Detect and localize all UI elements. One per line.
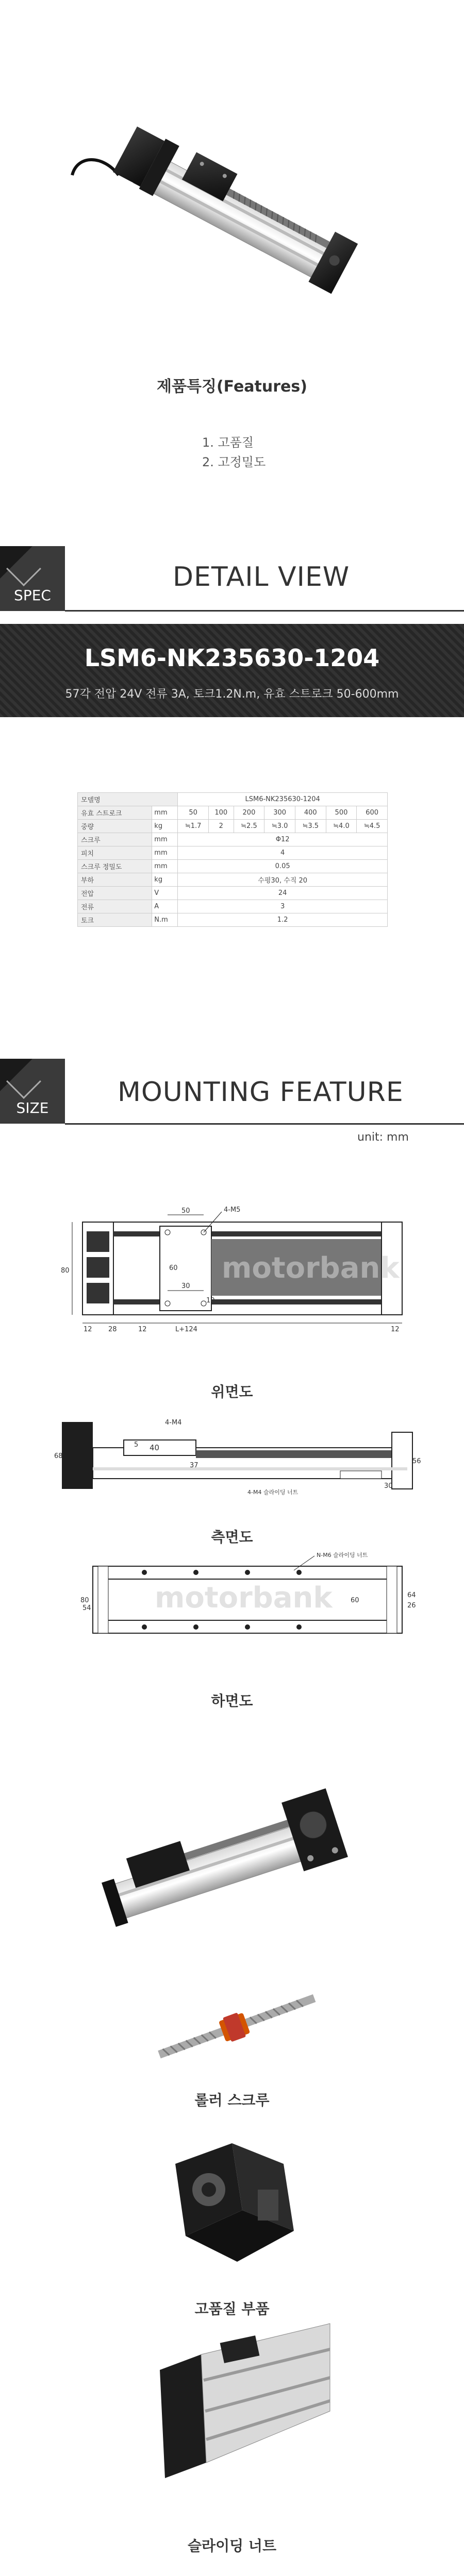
roller-screw-caption: 롤러 스크루 — [194, 2092, 270, 2109]
table-row — [78, 820, 388, 833]
cell: ≒4.0 — [326, 820, 357, 833]
model-name: LSM6-NK235630-1204 — [84, 644, 380, 672]
spec-badge-label: SPEC — [14, 587, 51, 604]
dim-total-length: L+124 — [175, 1326, 197, 1333]
cell: 4 — [178, 846, 388, 860]
cell: 100 — [208, 806, 234, 820]
dim-26: 26 — [407, 1602, 416, 1609]
row-label: 토크 — [78, 913, 152, 927]
dim-12-mid: 12 — [138, 1326, 147, 1333]
row-unit: mm — [152, 833, 178, 846]
table-header-label: 모델명 — [78, 793, 178, 806]
row-unit: mm — [152, 806, 178, 820]
table-row — [78, 806, 388, 820]
features-list — [202, 433, 266, 472]
actuator-photo — [98, 1772, 376, 1927]
row-unit: kg — [152, 873, 178, 887]
watermark: motorbank — [155, 1581, 333, 1615]
cell: 300 — [264, 806, 295, 820]
roller-screw-photo — [150, 1994, 325, 2061]
spec-table — [77, 792, 388, 927]
dim-80: 80 — [80, 1597, 89, 1604]
cell: 3 — [178, 900, 388, 913]
table-row — [78, 913, 388, 927]
cell: ≒1.7 — [178, 820, 209, 833]
cell: ≒4.5 — [357, 820, 388, 833]
row-label: 전압 — [78, 887, 152, 900]
cell: 1.2 — [178, 913, 388, 927]
row-label: 중량 — [78, 820, 152, 833]
table-row — [78, 833, 388, 846]
quality-parts-photo — [155, 2133, 309, 2277]
table-row — [78, 873, 388, 887]
feature-item: 1. 고품질 — [202, 435, 254, 450]
dim-60: 60 — [169, 1264, 178, 1272]
sliding-nut-caption: 슬라이딩 너트 — [187, 2537, 277, 2554]
row-label: 부하 — [78, 873, 152, 887]
bottom-view-caption: 하면도 — [211, 1692, 253, 1709]
table-row — [78, 793, 388, 806]
row-unit: N.m — [152, 913, 178, 927]
cell: 0.05 — [178, 860, 388, 873]
features-title: 제품특징(Features) — [157, 378, 307, 396]
cell: Φ12 — [178, 833, 388, 846]
hero-product-image — [0, 0, 464, 330]
dim-10: 10 — [206, 1297, 215, 1304]
top-view-caption: 위면도 — [211, 1383, 253, 1400]
dim-28: 28 — [108, 1326, 117, 1333]
row-unit: V — [152, 887, 178, 900]
dim-54: 54 — [82, 1604, 91, 1612]
dim-60: 60 — [351, 1597, 359, 1604]
cell: 2 — [208, 820, 234, 833]
table-row — [78, 860, 388, 873]
table-model: LSM6-NK235630-1204 — [178, 793, 388, 806]
mounting-feature-title: MOUNTING FEATURE — [118, 1077, 404, 1108]
quality-parts-caption: 고품질 부품 — [194, 2300, 270, 2317]
side-view-drawing — [52, 1412, 423, 1515]
row-label: 전류 — [78, 900, 152, 913]
row-label: 스크루 — [78, 833, 152, 846]
dim-5: 5 — [134, 1441, 139, 1449]
detail-view-title: DETAIL VIEW — [173, 562, 350, 592]
dim-68: 68 — [54, 1452, 63, 1460]
spec-badge — [0, 546, 65, 611]
dim-12-left: 12 — [84, 1326, 92, 1333]
bottom-view-drawing — [52, 1551, 423, 1654]
row-unit: mm — [152, 846, 178, 860]
dim-4-m4: 4-M4 — [165, 1419, 182, 1427]
table-row — [78, 900, 388, 913]
cell: 200 — [234, 806, 264, 820]
side-view-caption: 측면도 — [211, 1529, 253, 1546]
row-unit: mm — [152, 860, 178, 873]
cell: 50 — [178, 806, 209, 820]
cell: 400 — [295, 806, 326, 820]
cell: ≒2.5 — [234, 820, 264, 833]
sliding-nut-photo — [144, 2318, 340, 2504]
side-note: 4-M4 슬라이딩 너트 — [247, 1489, 299, 1496]
cell: 수평30, 수직 20 — [178, 873, 388, 887]
dim-40: 40 — [150, 1443, 160, 1452]
cell: ≒3.0 — [264, 820, 295, 833]
size-badge — [0, 1059, 65, 1124]
row-label: 유효 스트로크 — [78, 806, 152, 820]
dim-50: 50 — [181, 1207, 190, 1215]
section-divider — [65, 610, 464, 612]
dim-64: 64 — [407, 1591, 416, 1599]
cell: ≒3.5 — [295, 820, 326, 833]
bottom-note: N-M6 슬라이딩 너트 — [317, 1552, 368, 1558]
top-view-drawing — [52, 1200, 423, 1360]
feature-item: 2. 고정밀도 — [202, 455, 266, 469]
row-unit: A — [152, 900, 178, 913]
model-description: 57각 전압 24V 전류 3A, 토크1.2N.m, 유효 스트로크 50-600mm — [65, 688, 399, 701]
dim-80: 80 — [61, 1267, 70, 1275]
dim-56: 56 — [412, 1458, 421, 1465]
row-label: 피치 — [78, 846, 152, 860]
table-row — [78, 846, 388, 860]
size-badge-label: SIZE — [16, 1099, 49, 1116]
dim-12-right: 12 — [391, 1326, 400, 1333]
watermark: motorbank — [222, 1251, 400, 1285]
dim-37: 37 — [190, 1462, 198, 1469]
cell: 24 — [178, 887, 388, 900]
unit-label: unit: mm — [357, 1131, 409, 1144]
dim-4-m5: 4-M5 — [224, 1206, 241, 1214]
table-row — [78, 887, 388, 900]
section-divider — [65, 1123, 464, 1125]
cell: 600 — [357, 806, 388, 820]
cell: 500 — [326, 806, 357, 820]
dim-30: 30 — [384, 1482, 393, 1490]
row-unit: kg — [152, 820, 178, 833]
row-label: 스크루 정밀도 — [78, 860, 152, 873]
dim-30: 30 — [181, 1282, 190, 1290]
